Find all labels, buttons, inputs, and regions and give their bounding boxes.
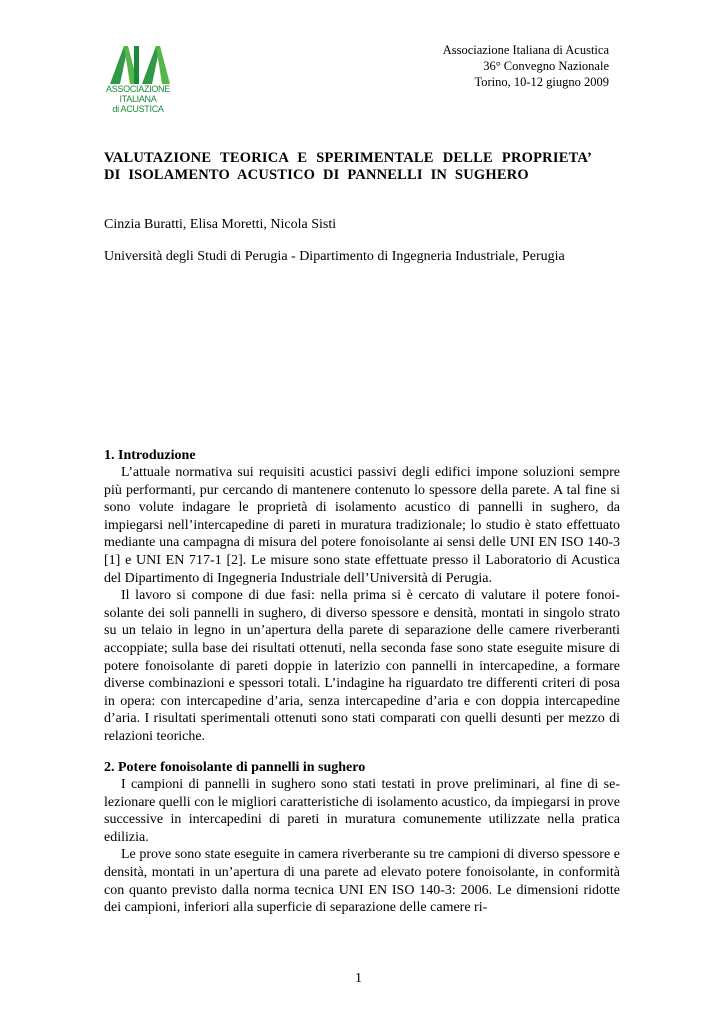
section-heading: 2. Potere fonoisolante di pannelli in sughero: [104, 760, 366, 775]
paragraph: Le prove sono state eseguite in camera riverberante su tre campioni di diverso spessore e densità, montati in un’apertura di una parete ad elevato potere fonoisolante, in conformità con quanto previsto dalla norma tecnica UNI EN ISO 140-3: 2006. Le dimensioni ridotte dei campioni, inferiori alla superficie di separazione delle camere ri-: [104, 847, 620, 916]
paragraph: Il lavoro si compone di due fasi: nella prima si è cercato di valutare il potere fonoisolante dei soli pannelli in sughero, di diverso spessore e densità, montati in singolo strato su un telaio in legno in un’apertura della parete di separazione delle camere riverberanti accoppiate; sulla base dei risultati ottenuti, nella seconda fase sono state eseguite misure di potere fonoisolante di pareti doppie in laterizio con pannelli in intercapedine, a formare diverse combinazioni e spessori totali. L’indagine ha riguardato tre differenti criteri di posa in opera: con intercapedine d’aria, senza intercapedine d’aria e con doppia intercapedine d’aria. I risultati sperimentali ottenuti sono stati comparati con quelli desunti per mezzo di relazioni teoriche.: [104, 588, 620, 744]
section-introduction: [104, 447, 620, 746]
conference-info: [349, 42, 609, 90]
conference-organization: Associazione Italiana di Acustica: [442, 43, 609, 57]
logo-line-2: ITALIANA: [119, 94, 157, 104]
conference-place-date: Torino, 10-12 giugno 2009: [474, 75, 609, 89]
logo-wordmark: [98, 84, 178, 114]
section-heading: 1. Introduzione: [104, 448, 196, 463]
paper-authors: Cinzia Buratti, Elisa Moretti, Nicola Sisti: [104, 217, 337, 232]
paragraph: I campioni di pannelli in sughero sono stati testati in prove preliminari, al fine di selezionare quelli con le migliori caratteristiche di isolamento acustico, da impiegarsi in prove successive in intercapedini di pareti in muratura comunemente utilizzate nella pratica edilizia.: [104, 777, 620, 845]
paper-affiliation: Università degli Studi di Perugia - Dipartimento di Ingegneria Industriale, Perugia: [104, 249, 565, 264]
conference-edition: 36° Convegno Nazionale: [483, 59, 609, 73]
logo-line-1: ASSOCIAZIONE: [106, 84, 170, 94]
page-number: 1: [355, 971, 362, 986]
paragraph: L’attuale normativa sui requisiti acustici passivi degli edifici impone soluzioni sempre più performanti, pur cercando di mantenere contenuto lo spessore della parete. A tal fine si sono volute indagare le proprietà di isolamento acustico di pannelli in sughero, da impiegarsi nell’intercapedine di pareti in muratura tradizionale; lo studio è stato effettuato mediante una campagna di misura del potere fonoisolante ai sensi delle UNI EN ISO 140-3 [1] e UNI EN 717-1 [2]. Le misure sono state effettuate presso il Laboratorio di Acustica del Dipartimento di Ingegneria Industriale dell’Università di Perugia.: [104, 465, 620, 586]
paper-title: VALUTAZIONE TEORICA E SPERIMENTALE DELLE PROPRIETA’ DI ISOLAMENTO ACUSTICO DI PANNELLI IN SUGHERO: [104, 150, 592, 183]
section-sound-reduction: [104, 759, 620, 917]
logo-line-3: di ACUSTICA: [112, 104, 164, 114]
